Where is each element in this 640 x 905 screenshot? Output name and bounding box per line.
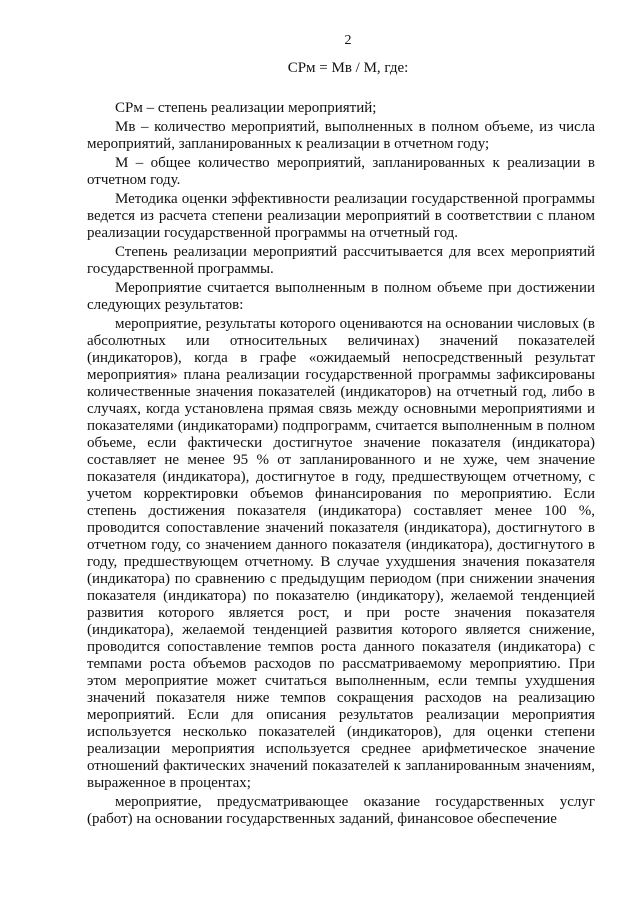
paragraph-scope: Степень реализации мероприятий рассчитывается для всех мероприятий государственной программы.	[87, 244, 595, 277]
paragraph-numeric-indicators: мероприятие, результаты которого оцениваются на основании числовых (в абсолютных или относительных величинах) значений показателей (индикаторов), когда в графе «ожидаемый непосредственный результат мероприятия» плана реализации государственной программы зафиксированы количественные значения показателей (индикаторов) на отчетный год, либо в случаях, когда установлена прямая связь между основными мероприятиями и показателями (индикаторами) подпрограмм, считается выполненным в полном объеме, если фактически достигнутое значение показателя (индикатора) составляет не менее 95 % от запланированного и не хуже, чем значение показателя (индикатора), достигнутое в году, предшествующем отчетному, с учетом корректировки объемов финансирования по мероприятию. Если степень достижения показателя (индикатора) составляет менее 100 %, проводится сопоставление значений показателя (индикатора), достигнутого в отчетном году, со значением данного показателя (индикатора), достигнутого в году, предшествующем отчетному. В случае ухудшения значения показателя (индикатора) по сравнению с предыдущим периодом (при снижении значения показателя (индикатора) по показателю (индикатору), желаемой тенденцией развития которого является рост, и при росте значения показателя (индикатора), желаемой тенденцией развития которого является снижение, проводится сопоставление темпов роста данного показателя (индикатора) с темпами роста объемов расходов по рассматриваемому мероприятию. При этом мероприятие может считаться выполненным, если темпы ухудшения значений показателя ниже темпов сокращения расходов на реализацию мероприятий. Если для описания результатов реализации мероприятия используется несколько показателей (индикаторов), для оценки степени реализации мероприятия используется среднее арифметическое значение отношений фактических значений показателей к запланированным значениям, выраженное в процентах;	[87, 316, 595, 791]
formula-line: СРм = Мв / М, где:	[287, 60, 409, 76]
paragraph-completion-criteria: Мероприятие считается выполненным в полном объеме при достижении следующих результатов:	[87, 280, 595, 313]
paragraph-definition-m: М – общее количество мероприятий, запланированных к реализации в отчетном году.	[87, 155, 595, 188]
document-page	[87, 32, 595, 830]
paragraph-methodology: Методика оценки эффективности реализации государственной программы ведется из расчета степени реализации мероприятий в соответствии с планом реализации государственной программы на отчетный год.	[87, 191, 595, 241]
paragraph-definition-srm: СРм – степень реализации мероприятий;	[115, 100, 377, 116]
paragraph-state-services: мероприятие, предусматривающее оказание государственных услуг (работ) на основании государственных заданий, финансовое обеспечение	[87, 794, 595, 827]
body-text	[87, 100, 595, 828]
paragraph-definition-mv: Мв – количество мероприятий, выполненных в полном объеме, из числа мероприятий, запланированных к реализации в отчетном году;	[87, 119, 595, 152]
page-number: 2	[344, 33, 352, 48]
